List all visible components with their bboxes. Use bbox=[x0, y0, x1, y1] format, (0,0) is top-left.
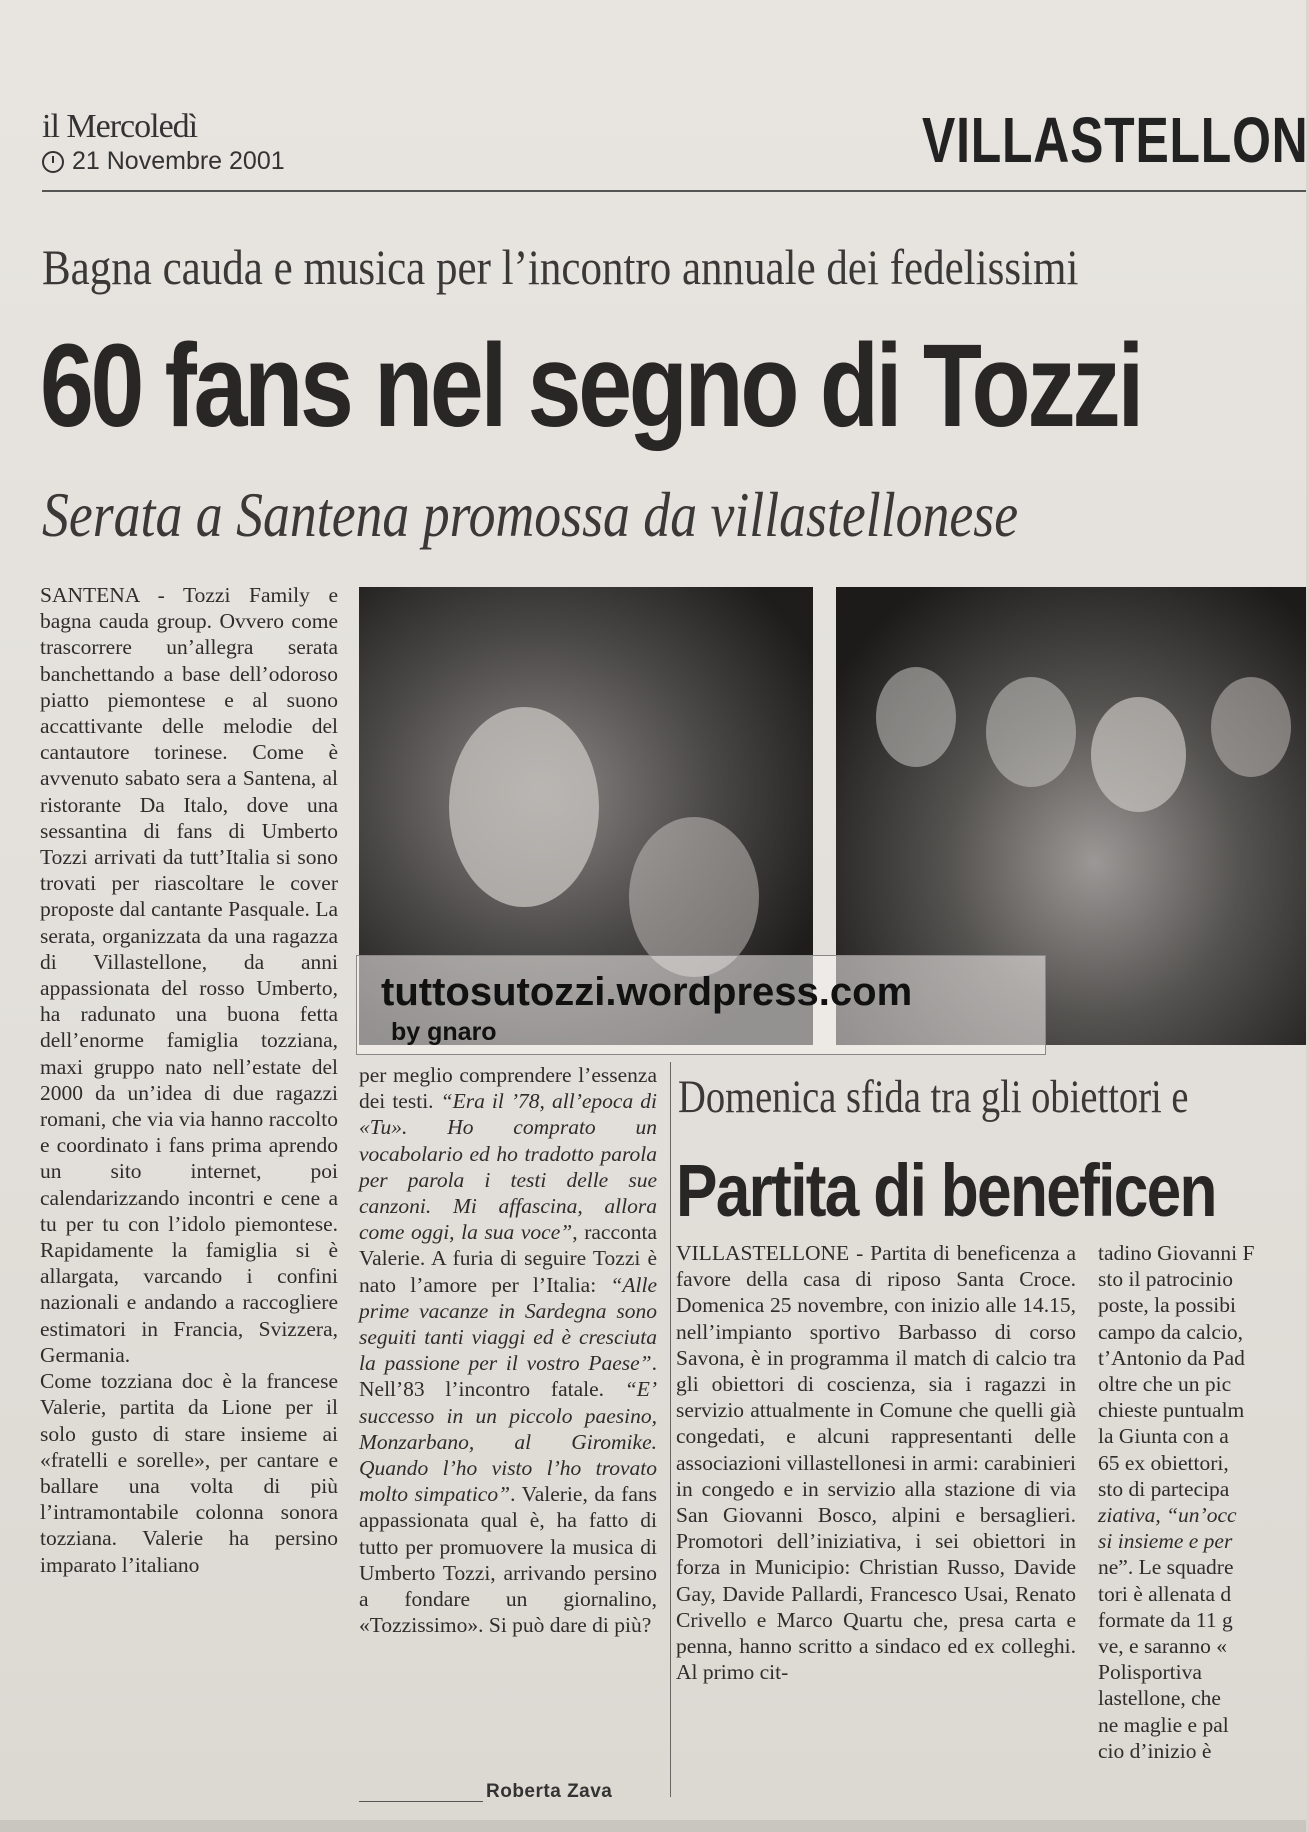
second-article-column-2 bbox=[1098, 1240, 1306, 1764]
watermark-author: by gnaro bbox=[391, 1018, 497, 1046]
column-line: ne maglie e pal bbox=[1098, 1712, 1229, 1737]
column-line: sto il patrocinio bbox=[1098, 1267, 1233, 1292]
column-line: Polisportiva bbox=[1098, 1660, 1202, 1685]
column-line: ne”. Le squadre bbox=[1098, 1555, 1234, 1580]
second-article-column-1 bbox=[676, 1240, 1076, 1685]
column-line: la Giunta con a bbox=[1098, 1424, 1229, 1449]
byline: Roberta Zava bbox=[486, 1781, 613, 1802]
column-divider bbox=[670, 1062, 671, 1797]
dateline bbox=[42, 147, 285, 176]
section-title: VILLASTELLON bbox=[922, 104, 1309, 176]
photo-face-shape bbox=[1091, 697, 1186, 812]
article-quote: “E’ successo in un piccolo paesino, Monzarbano, al Giromike. Quando l’ho visto l’ho trovato molto simpatico” bbox=[359, 1377, 657, 1507]
column-line: oltre che un pic bbox=[1098, 1372, 1232, 1397]
article-text: per meglio comprendere l’essenza dei testi. bbox=[359, 1063, 657, 1114]
main-article-column-1 bbox=[40, 582, 338, 1578]
photo-face-shape bbox=[986, 677, 1076, 787]
second-kicker: Domenica sfida tra gli obiettori e bbox=[678, 1071, 1189, 1123]
photo-face-shape bbox=[876, 667, 956, 767]
page-edge bbox=[0, 1820, 1306, 1832]
column-line: chieste puntualm bbox=[1098, 1398, 1245, 1423]
column-line: sto di partecipa bbox=[1098, 1476, 1230, 1501]
clock-icon bbox=[42, 151, 64, 173]
column-line: t’Antonio da Pad bbox=[1098, 1345, 1245, 1370]
article-paragraph: SANTENA - Tozzi Family e bagna cauda group. Ovvero come trascorrere un’allegra serata banchettando a base dell’odoroso piatto piemontese e al suono accattivante delle melodie del cantautore torinese. Come è avvenuto sabato sera a Santena, al ristorante Da Italo, dove una sessantina di fans di Umberto Tozzi arrivati da tutt’Italia si sono trovati per riascoltare le cover proposte dal cantante Pasquale. La serata, organizzata da una ragazza di Villastellone, da anni appassionata del rosso Umberto, ha radunato una buona fetta dell’enorme famiglia tozziana, maxi gruppo nato nell’estate del 2000 da un’idea di due ragazzi romani, che via via hanno raccolto e coordinato i fans prima aprendo un sito internet, poi calendarizzando incontri e cene a tu per tu con l’idolo piemontese. Rapidamente la famiglia si è allargata, varcando i confini nazionali e andando a raccogliere estimatori in Francia, Svizzera, Germania. bbox=[40, 583, 338, 1367]
article-paragraph: Come tozziana doc è la francese Valerie, partita da Lione per il solo gusto di stare insieme ai «fratelli e sorelle», per cantare e ballare una volta di più l’intramontabile colonna sonora tozziana. Valerie ha persino imparato l’italiano bbox=[40, 1369, 338, 1577]
article-quote: “Era il ’78, all’epoca di «Tu». Ho comprato un vocabolario ed ho tradotto parola per parola i testi delle sue canzoni. Mi affascina, allora come oggi, la sua voce” bbox=[359, 1089, 657, 1245]
watermark-url: tuttosutozzi.wordpress.com bbox=[381, 970, 913, 1014]
article-text: . Valerie, da fans appassionata qual è, ha fatto di tutto per promuovere la musica di Umberto Tozzi, arrivando persino a fondare un giornalino, «Tozzissimo». Si può dare di più? bbox=[359, 1482, 657, 1638]
watermark-box bbox=[356, 955, 1046, 1055]
column-line: tori è allenata d bbox=[1098, 1581, 1232, 1606]
column-line: cio d’inizio è bbox=[1098, 1738, 1212, 1763]
byline-rule bbox=[359, 1801, 483, 1802]
main-headline: 60 fans nel segno di Tozzi bbox=[40, 320, 1142, 452]
photo-face-shape bbox=[629, 817, 759, 977]
column-line: poste, la possibi bbox=[1098, 1293, 1236, 1318]
column-line: ziativa, “un’occ bbox=[1098, 1503, 1237, 1528]
article-paragraph: VILLASTELLONE - Partita di beneficenza a favore della casa di riposo Santa Croce. Domenica 25 novembre, con inizio alle 14.15, nell’impianto sportivo Barbasso di corso Savona, è in programma il match di calcio tra gli obiettori di coscienza, sia i ragazzi in servizio attualmente in Comune che quelli già congedati, e alcuni rappresentanti delle associazioni villastellonesi in armi: carabinieri in congedo e in servizio alla stazione di via San Giovanni Bosco, alpini e bersaglieri. Promotori dell’iniziativa, i sei obiettori in forza in Municipio: Christian Russo, Davide Gay, Davide Pallardi, Francesco Usai, Renato Crivello e Marco Quartu che, presa carta e penna, hanno scritto a sindaco ed ex colleghi. Al primo cit- bbox=[676, 1241, 1077, 1685]
main-kicker: Bagna cauda e musica per l’incontro annuale dei fedelissimi bbox=[42, 239, 1079, 295]
main-article-column-2 bbox=[359, 1062, 657, 1638]
column-line: lastellone, che bbox=[1098, 1686, 1221, 1711]
column-line: ve, e saranno « bbox=[1098, 1634, 1227, 1659]
second-headline: Partita di beneficen bbox=[676, 1149, 1216, 1232]
photo-face-shape bbox=[449, 707, 599, 907]
main-subhead: Serata a Santena promossa da villastellonese bbox=[42, 479, 1019, 550]
photo-face-shape bbox=[1211, 677, 1291, 777]
article-text: , racconta Valerie. A furia di seguire Tozzi è nato l’amore per l’Italia: bbox=[359, 1220, 657, 1297]
column-line: tadino Giovanni F bbox=[1098, 1241, 1255, 1265]
column-line: 65 ex obiettori, bbox=[1098, 1450, 1229, 1475]
article-paragraph bbox=[359, 1062, 657, 1638]
header-rule bbox=[42, 190, 1306, 192]
column-line: formate da 11 g bbox=[1098, 1607, 1233, 1632]
masthead-title: il Mercoledì bbox=[42, 108, 198, 145]
issue-date: 21 Novembre 2001 bbox=[72, 147, 285, 175]
article-text: . Nell’83 l’incontro fatale. bbox=[359, 1351, 657, 1402]
article-quote: “Alle prime vacanze in Sardegna sono seguiti tanti viaggi ed è cresciuta la passione per il vostro Paese” bbox=[359, 1272, 657, 1376]
column-line: si insieme e per bbox=[1098, 1529, 1233, 1554]
column-line: campo da calcio, bbox=[1098, 1319, 1244, 1344]
